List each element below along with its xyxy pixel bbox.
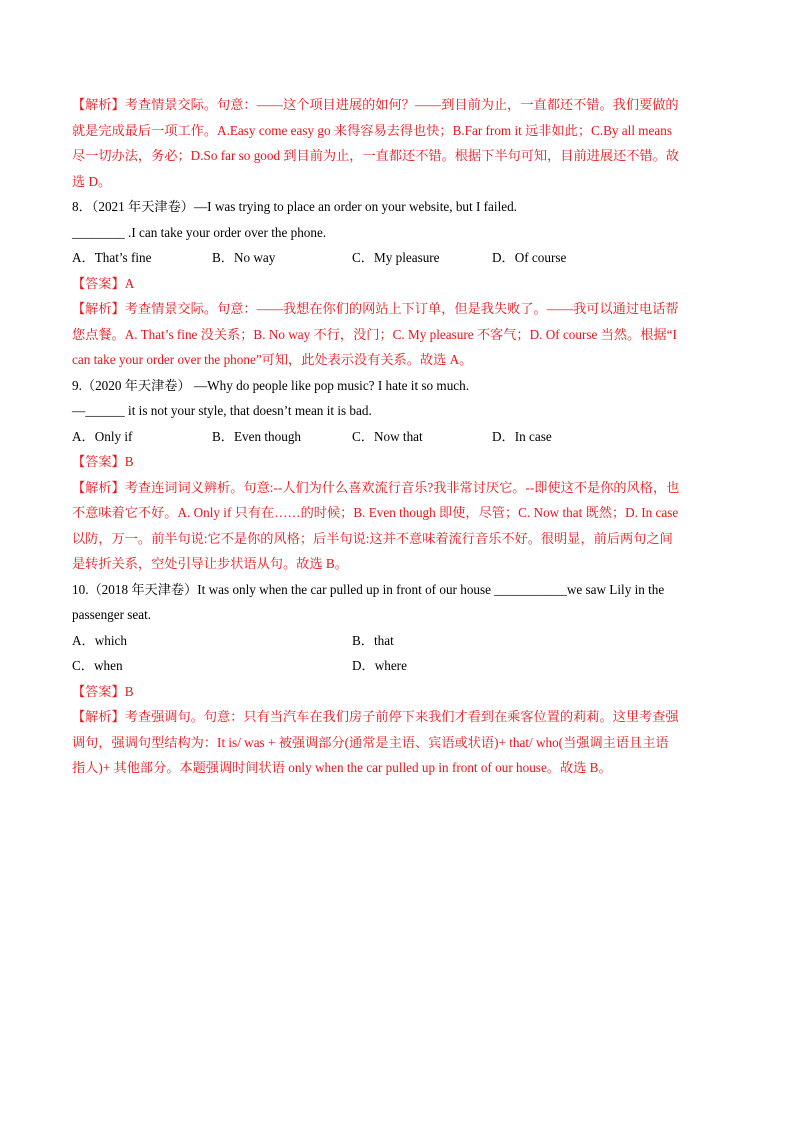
question-10 — [72, 577, 732, 781]
option-d: D．In case — [492, 428, 552, 444]
analysis-line: 【解析】考查情景交际。句意：——我想在你们的网站上下订单，但是我失败了。——我可以通过电话帮 — [72, 301, 679, 316]
option-a: A．which — [72, 632, 127, 648]
question-stem: 8．（2021 年天津卷）—I was trying to place an order on your website, but I failed. — [72, 199, 517, 214]
options-row — [72, 245, 732, 271]
analysis-line: 就是完成最后一项工作。A.Easy come easy go 来得容易去得也快；B.Far from it 远非如此；C.By all means — [72, 122, 672, 138]
answer-line: 【答案】B — [72, 454, 134, 469]
analysis-block — [72, 475, 732, 577]
analysis-block — [72, 296, 732, 373]
option-c: C．when — [72, 658, 123, 673]
option-c: C．Now that — [352, 428, 423, 444]
option-d: D．where — [352, 658, 407, 673]
q7-analysis — [72, 92, 732, 194]
question-stem: 9.（2020 年天津卷） —Why do people like pop music? I hate it so much. — [72, 377, 470, 393]
question-stem: 10.（2018 年天津卷）It was only when the car pulled up in front of our house ___________we saw Lily in the — [72, 581, 665, 597]
question-8 — [72, 194, 732, 373]
analysis-line: 您点餐。A. That’s fine 没关系；B. No way 不行，没门；C. My pleasure 不客气；D. Of course 当然。根据“I — [72, 326, 677, 342]
answer-line: 【答案】B — [72, 683, 134, 699]
options-row — [72, 653, 732, 679]
option-d: D．Of course — [492, 250, 567, 265]
question-stem-continued: passenger seat. — [72, 607, 152, 622]
analysis-line: 以防，万一。前半句说:它不是你的风格；后半句说:这并不意味着流行音乐不好。很明显，前后两句之间 — [72, 530, 673, 546]
options-row — [72, 424, 732, 450]
answer-line: 【答案】A — [72, 275, 135, 291]
analysis-line: 调句，强调句型结构为：It is/ was + 被强调部分(通常是主语、宾语或状语)+ that/ who(当强调主语且主语 — [72, 734, 669, 750]
option-c: C．My pleasure — [352, 250, 440, 265]
analysis-line: 尽一切办法，务必；D.So far so good 到目前为止，一直都还不错。根据下半句可知，目前进展还不错。故 — [72, 148, 679, 163]
document-page — [72, 92, 732, 781]
option-b: B．that — [352, 632, 394, 648]
option-b: B．No way — [212, 250, 276, 265]
analysis-line: 不意味着它不好。A. Only if 只有在……的时候；B. Even though 即使，尽管；C. Now that 既然；D. In case — [72, 505, 679, 520]
analysis-line: 【解析】考查情景交际。句意：——这个项目进展的如何？——到目前为止，一直都还不错。我们要做的 — [72, 97, 679, 112]
question-stem-reply: —______ it is not your style, that doesn’t mean it is bad. — [72, 403, 372, 418]
option-a: A．Only if — [72, 428, 133, 444]
analysis-line: 【解析】考查强调句。句意：只有当汽车在我们房子前停下来我们才看到在乘客位置的莉莉。这里考查强 — [72, 709, 679, 724]
analysis-line: 【解析】考查连词词义辨析。句意:--人们为什么喜欢流行音乐?我非常讨厌它。--即使这不是你的风格，也 — [72, 479, 680, 495]
question-9 — [72, 373, 732, 577]
analysis-line: can take your order over the phone”可知，此处表示没有关系。故选 A。 — [72, 352, 473, 367]
analysis-line: 是转折关系，空处引导让步状语从句。故选 B。 — [72, 556, 348, 571]
option-a: A．That’s fine — [72, 250, 152, 265]
analysis-line: 指人)+ 其他部分。本题强调时间状语 only when the car pulled up in front of our house。故选 B。 — [72, 760, 612, 775]
analysis-block — [72, 704, 732, 781]
option-b: B．Even though — [212, 428, 302, 444]
analysis-line: 选 D。 — [72, 173, 112, 189]
question-stem-reply: ________ .I can take your order over the phone. — [72, 224, 327, 240]
options-row — [72, 628, 732, 654]
